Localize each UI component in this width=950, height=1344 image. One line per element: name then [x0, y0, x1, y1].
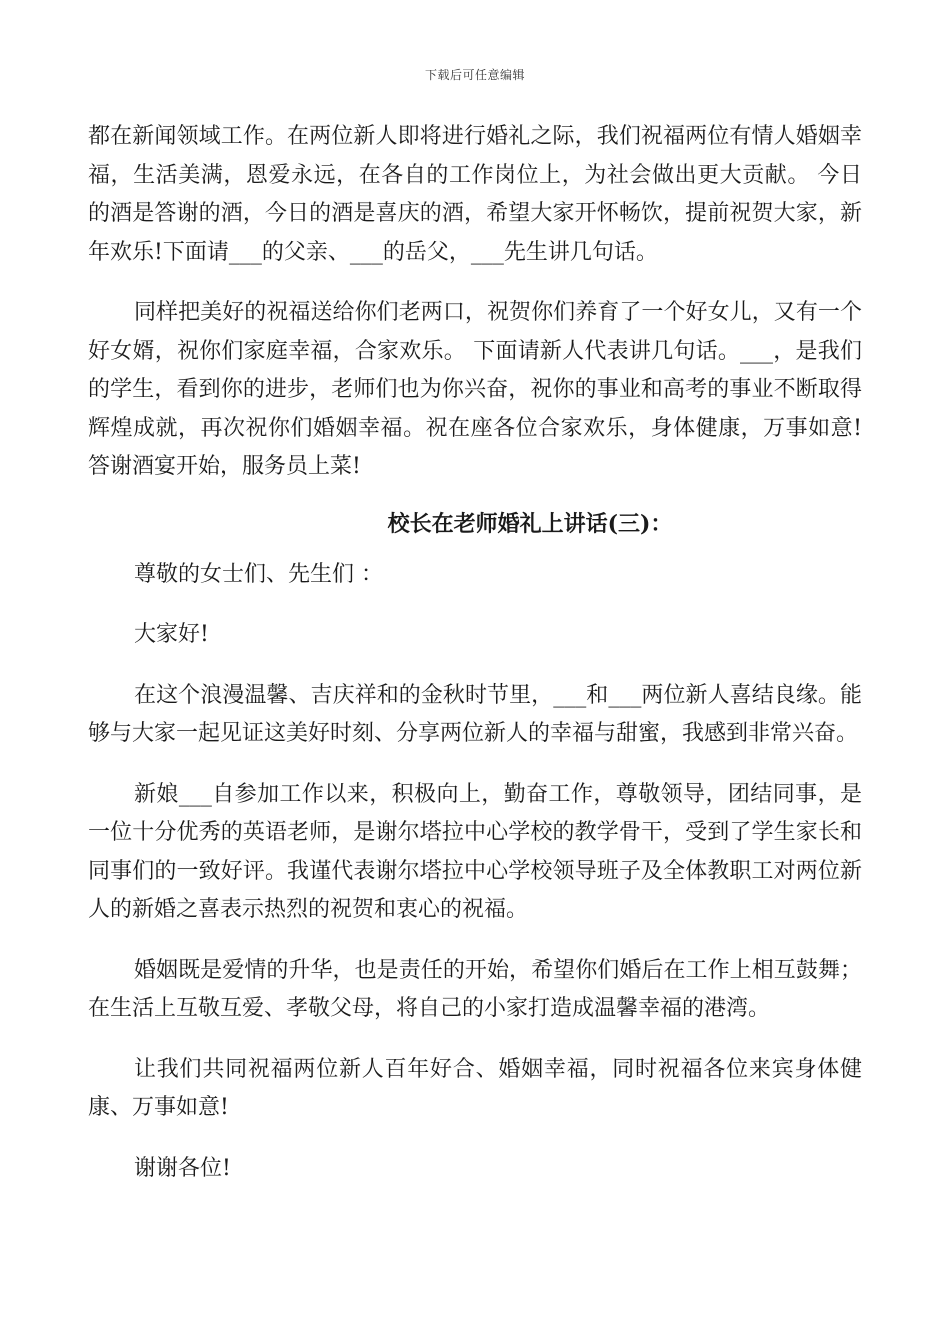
paragraph-wishes: 让我们共同祝福两位新人百年好合、婚姻幸福，同时祝福各位来宾身体健康、万事如意!	[88, 1056, 862, 1120]
paragraph-thanks: 谢谢各位!	[134, 1155, 231, 1181]
document-body	[88, 118, 862, 1188]
paragraph-salutation: 尊敬的女士们、先生们 ：	[134, 561, 383, 587]
paragraph-blessing: 同样把美好的祝福送给你们老两口，祝贺你们养育了一个好女儿，又有一个好女婿，祝你们家庭幸福，合家欢乐。 下面请新人代表讲几句话。___，是我们的学生，看到你的进步，老师们也为你兴奋，祝你的事业和高考的事业不断取得辉煌成就，再次祝你们婚姻幸福。祝在座各位合家欢乐，身体健康，万事如意! 答谢酒宴开始，服务员上菜!	[88, 300, 862, 479]
page-header: 下载后可任意编辑	[424, 68, 525, 82]
paragraph-opening: 在这个浪漫温馨、吉庆祥和的金秋时节里，___和___两位新人喜结良缘。能够与大家一起见证这美好时刻、分享两位新人的幸福与甜蜜，我感到非常兴奋。	[88, 682, 862, 746]
paragraph-greeting: 大家好!	[134, 622, 209, 647]
paragraph-continuation: 都在新闻领域工作。在两位新人即将进行婚礼之际，我们祝福两位有情人婚姻幸福，生活美满，恩爱永远，在各自的工作岗位上，为社会做出更大贡献。 今日的酒是答谢的酒，今日的酒是喜庆的酒，希望大家开怀畅饮，提前祝贺大家，新年欢乐!下面请___的父亲、___的岳父，___先生讲几句话。	[88, 124, 862, 265]
section-title: 校长在老师婚礼上讲话(三)：	[387, 510, 673, 537]
paragraph-marriage: 婚姻既是爱情的升华，也是责任的开始，希望你们婚后在工作上相互鼓舞；在生活上互敬互爱、孝敬父母，将自己的小家打造成温馨幸福的港湾。	[88, 957, 862, 1021]
paragraph-bride: 新娘___自参加工作以来，积极向上，勤奋工作，尊敬领导，团结同事，是一位十分优秀的英语老师，是谢尔塔拉中心学校的教学骨干，受到了学生家长和同事们的一致好评。我谨代表谢尔塔拉中心学校领导班子及全体教职工对两位新人的新婚之喜表示热烈的祝贺和衷心的祝福。	[88, 781, 862, 922]
